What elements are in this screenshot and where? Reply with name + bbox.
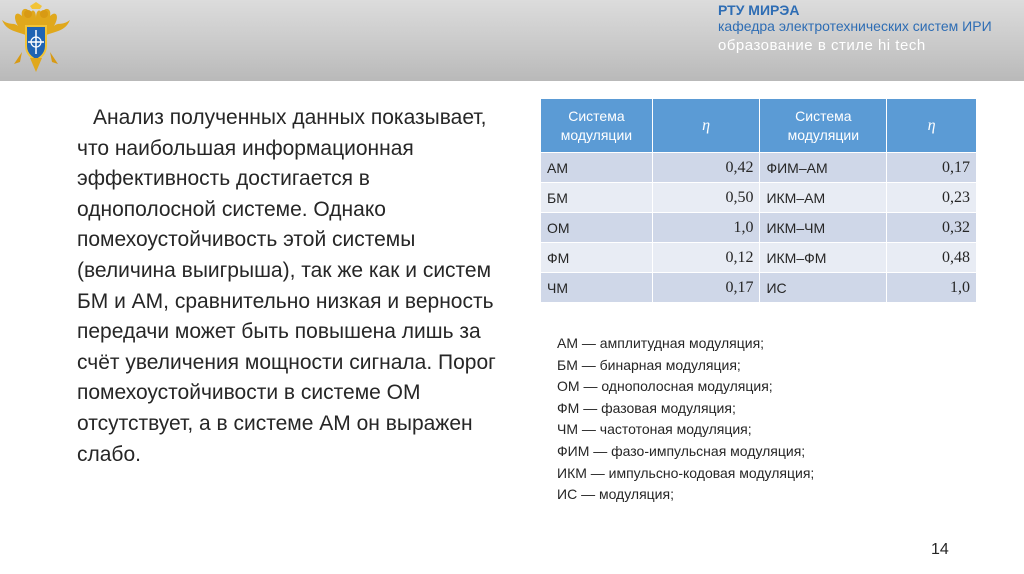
legend-item: ЧМ — частотоная модуляция; [557,421,752,438]
header-bar [0,0,1024,81]
cell-eta: 0,17 [652,273,760,303]
brand-name: РТУ МИРЭА [718,2,800,18]
legend-item: ИС — модуляция; [557,486,674,503]
cell-eta: 1,0 [887,273,977,303]
slogan: образование в стиле hi tech [718,37,926,54]
page-number: 14 [931,541,949,558]
header-modulation-system-1: Система модуляции [541,99,653,153]
cell-eta: 1,0 [652,213,760,243]
table-row [541,243,977,273]
modulation-efficiency-table [540,98,977,303]
cell-system: ФИМ–АМ [760,153,887,183]
analysis-paragraph [77,103,507,470]
header-modulation-system-2: Система модуляции [760,99,887,153]
brand-block [718,2,1000,57]
cell-system: ИКМ–АМ [760,183,887,213]
abbreviation-legend [557,333,917,506]
legend-item: ФМ — фазовая модуляция; [557,399,736,416]
table-header-row [541,99,977,153]
cell-system: ИКМ–ЧМ [760,213,887,243]
legend-item: АМ — амплитудная модуляция; [557,335,765,351]
cell-eta: 0,50 [652,183,760,213]
cell-system: ОМ [541,213,653,243]
department-name: кафедра электротехнических систем ИРИ [718,18,992,34]
cell-eta: 0,42 [652,153,760,183]
cell-eta: 0,48 [887,243,977,273]
cell-system: ФМ [541,243,653,273]
legend-item: ОМ — однополосная модуляция; [557,378,773,395]
header-eta-1: η [652,99,760,153]
cell-eta: 0,17 [887,153,977,183]
analysis-text: Анализ полученных данных показывает, что наибольшая информационная эффективность достигается в однополосной системе. Однако помехоустойчивость этой системы (величина выигрыша), так же как и систем БМ и АМ, сравнительно низкая и верность передачи может быть повышена лишь за счёт увеличения мощности сигнала. Порог помехоустойчивости в системе ОМ отсутствует, а в системе АМ он выражен слабо. [77,106,496,466]
legend-item: БМ — бинарная модуляция; [557,356,741,373]
cell-system: ЧМ [541,273,653,303]
cell-system: ИКМ–ФМ [760,243,887,273]
eagle-emblem-icon [0,0,72,76]
cell-system: ИС [760,273,887,303]
table-row [541,183,977,213]
table-row [541,153,977,183]
cell-eta: 0,12 [652,243,760,273]
cell-system: АМ [541,153,653,183]
table-row [541,213,977,243]
legend-item: ИКМ — импульсно-кодовая модуляция; [557,464,815,481]
cell-eta: 0,23 [887,183,977,213]
cell-eta: 0,32 [887,213,977,243]
legend-item: ФИМ — фазо-импульсная модуляция; [557,442,806,459]
cell-system: БМ [541,183,653,213]
header-eta-2: η [887,99,977,153]
table-row [541,273,977,303]
